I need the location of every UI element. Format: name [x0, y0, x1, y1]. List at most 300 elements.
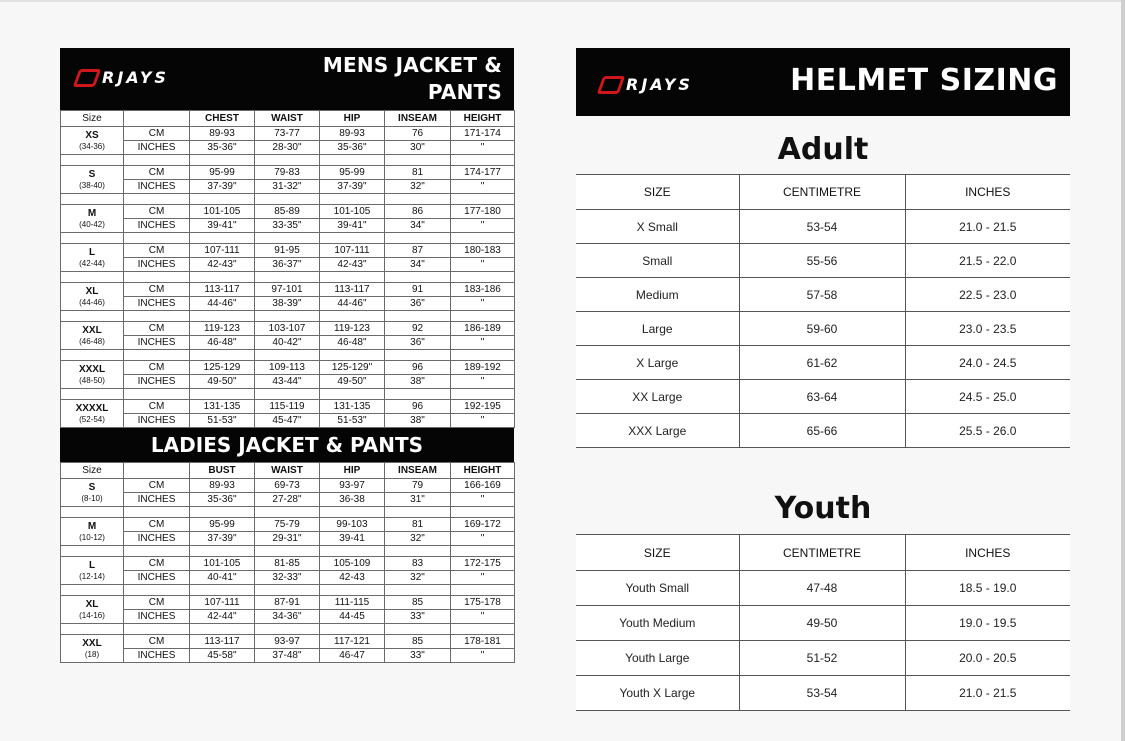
table-cell: 172-175 — [451, 557, 515, 571]
mens-title-line2: PANTS — [427, 80, 502, 104]
table-row — [61, 297, 515, 311]
spacer-cell — [255, 194, 320, 205]
table-cell: 43-44" — [255, 375, 320, 389]
unit-label: CM — [124, 479, 190, 493]
table-cell: 166-169 — [451, 479, 515, 493]
table-cell: 38-39" — [255, 297, 320, 311]
size-name: S — [88, 482, 96, 493]
spacer-row — [61, 350, 515, 361]
table-row — [61, 244, 515, 258]
adult-helmet-table — [576, 174, 1070, 448]
spacer-cell — [385, 350, 451, 361]
table-cell: " — [451, 219, 515, 233]
table-cell: 192-195 — [451, 400, 515, 414]
size-range: (42-44) — [79, 259, 105, 268]
table-cell: 37-39" — [320, 180, 385, 194]
table-cell: 33-35" — [255, 219, 320, 233]
table-cell: 36" — [385, 297, 451, 311]
column-header: INSEAM — [385, 111, 451, 127]
size-label — [61, 361, 124, 389]
table-cell: 40-41" — [190, 571, 255, 585]
table-cell: 22.5 - 23.0 — [905, 278, 1070, 312]
table-cell: 73-77 — [255, 127, 320, 141]
table-cell: 169-172 — [451, 518, 515, 532]
spacer-cell — [451, 311, 515, 322]
table-row — [576, 571, 1070, 606]
spacer-cell — [190, 507, 255, 518]
spacer-cell — [255, 155, 320, 166]
table-row — [61, 180, 515, 194]
table-cell: 51-53" — [190, 414, 255, 428]
table-cell: Small — [576, 244, 739, 278]
spacer-cell — [451, 194, 515, 205]
unit-label: CM — [124, 127, 190, 141]
table-row — [61, 571, 515, 585]
spacer-cell — [190, 311, 255, 322]
table-cell: 36-38 — [320, 493, 385, 507]
size-label — [61, 400, 124, 428]
spacer-cell — [320, 546, 385, 557]
spacer-cell — [451, 233, 515, 244]
youth-helmet-table — [576, 534, 1070, 711]
mens-header — [60, 48, 514, 110]
size-name: L — [88, 247, 96, 258]
unit-label: INCHES — [124, 414, 190, 428]
spacer-cell — [451, 624, 515, 635]
size-label — [61, 479, 124, 507]
table-cell: 101-105 — [320, 205, 385, 219]
spacer-cell — [385, 585, 451, 596]
column-header: SIZE — [576, 535, 739, 571]
table-header-row — [61, 111, 515, 127]
table-cell: 86 — [385, 205, 451, 219]
table-cell: 79 — [385, 479, 451, 493]
spacer-cell — [320, 389, 385, 400]
size-label — [61, 518, 124, 546]
mens-size-table — [60, 110, 515, 428]
table-cell: 37-48" — [255, 649, 320, 663]
table-cell: 57-58 — [739, 278, 905, 312]
spacer-cell — [124, 194, 190, 205]
table-row — [61, 375, 515, 389]
table-cell: 34" — [385, 219, 451, 233]
table-cell: 37-39" — [190, 180, 255, 194]
unit-label: CM — [124, 244, 190, 258]
unit-label: INCHES — [124, 493, 190, 507]
table-cell: 38" — [385, 414, 451, 428]
table-cell: XX Large — [576, 380, 739, 414]
spacer-row — [61, 507, 515, 518]
unit-label: INCHES — [124, 141, 190, 155]
table-cell: 95-99 — [190, 166, 255, 180]
spacer-cell — [451, 507, 515, 518]
column-header: HEIGHT — [451, 111, 515, 127]
table-cell: 81 — [385, 166, 451, 180]
table-cell: 61-62 — [739, 346, 905, 380]
table-cell: 32" — [385, 180, 451, 194]
table-cell: 49-50 — [739, 606, 905, 641]
spacer-cell — [451, 389, 515, 400]
spacer-cell — [190, 624, 255, 635]
page-right-border — [1121, 0, 1125, 741]
table-row — [61, 258, 515, 272]
mens-title — [323, 52, 502, 106]
table-cell: 93-97 — [255, 635, 320, 649]
spacer-cell — [451, 272, 515, 283]
mens-title-line1: MENS JACKET & — [322, 53, 502, 77]
logo-mark-icon — [597, 76, 626, 94]
table-row — [61, 414, 515, 428]
page-top-border — [0, 0, 1125, 2]
table-cell: 44-45 — [320, 610, 385, 624]
table-cell: 96 — [385, 400, 451, 414]
table-header-row — [576, 535, 1070, 571]
ladies-size-table — [60, 462, 515, 663]
table-cell: 49-50" — [190, 375, 255, 389]
table-row — [61, 336, 515, 350]
spacer-cell — [255, 233, 320, 244]
table-row — [61, 479, 515, 493]
table-cell: 39-41" — [320, 219, 385, 233]
rjays-logo — [76, 68, 169, 87]
size-label — [61, 283, 124, 311]
table-row — [61, 205, 515, 219]
size-label — [61, 596, 124, 624]
table-cell: 20.0 - 20.5 — [905, 641, 1070, 676]
table-cell: 30" — [385, 141, 451, 155]
size-name: XL — [85, 599, 99, 610]
table-row — [576, 244, 1070, 278]
table-cell: " — [451, 414, 515, 428]
table-row — [61, 649, 515, 663]
table-cell: 51-53" — [320, 414, 385, 428]
size-label — [61, 635, 124, 663]
table-cell: 45-47" — [255, 414, 320, 428]
spacer-cell — [255, 507, 320, 518]
table-cell: 186-189 — [451, 322, 515, 336]
spacer-cell — [190, 272, 255, 283]
unit-label: INCHES — [124, 219, 190, 233]
table-cell: 183-186 — [451, 283, 515, 297]
table-cell: X Large — [576, 346, 739, 380]
table-cell: 29-31" — [255, 532, 320, 546]
size-range: (12-14) — [79, 572, 105, 581]
unit-label: CM — [124, 166, 190, 180]
spacer-row — [61, 311, 515, 322]
table-row — [61, 518, 515, 532]
table-row — [576, 414, 1070, 448]
table-cell: 46-47 — [320, 649, 385, 663]
table-cell: 109-113 — [255, 361, 320, 375]
spacer-cell — [320, 155, 385, 166]
table-cell: 79-83 — [255, 166, 320, 180]
spacer-cell — [385, 311, 451, 322]
table-cell: 107-111 — [190, 244, 255, 258]
table-cell: 113-117 — [190, 635, 255, 649]
size-label — [61, 322, 124, 350]
spacer-cell — [61, 272, 124, 283]
spacer-cell — [190, 233, 255, 244]
helmet-title: HELMET SIZING — [790, 63, 1058, 98]
table-row — [61, 361, 515, 375]
table-cell: 107-111 — [320, 244, 385, 258]
spacer-cell — [385, 155, 451, 166]
unit-label: CM — [124, 361, 190, 375]
spacer-cell — [320, 272, 385, 283]
table-cell: 63-64 — [739, 380, 905, 414]
size-name: M — [87, 521, 97, 532]
size-range: (14-16) — [79, 611, 105, 620]
unit-label: CM — [124, 205, 190, 219]
table-cell: 115-119 — [255, 400, 320, 414]
table-cell: 55-56 — [739, 244, 905, 278]
logo-mark-icon — [73, 69, 102, 87]
table-cell: 35-36" — [320, 141, 385, 155]
spacer-cell — [61, 155, 124, 166]
column-header — [124, 463, 190, 479]
spacer-row — [61, 233, 515, 244]
table-cell: 33" — [385, 610, 451, 624]
unit-label: CM — [124, 596, 190, 610]
size-range: (8-10) — [81, 494, 103, 503]
table-cell: 87 — [385, 244, 451, 258]
table-cell: 34-36" — [255, 610, 320, 624]
spacer-row — [61, 546, 515, 557]
spacer-cell — [124, 350, 190, 361]
spacer-cell — [451, 155, 515, 166]
spacer-row — [61, 155, 515, 166]
table-cell: 35-36" — [190, 141, 255, 155]
table-cell: 44-46" — [190, 297, 255, 311]
table-cell: 39-41 — [320, 532, 385, 546]
table-cell: 42-43" — [190, 258, 255, 272]
table-row — [576, 606, 1070, 641]
table-cell: 32" — [385, 571, 451, 585]
table-cell: 89-93 — [320, 127, 385, 141]
size-range: (44-46) — [79, 298, 105, 307]
spacer-cell — [255, 311, 320, 322]
unit-label: INCHES — [124, 532, 190, 546]
size-range: (52-54) — [79, 415, 105, 424]
size-range: (40-42) — [79, 220, 105, 229]
table-cell: 81-85 — [255, 557, 320, 571]
spacer-cell — [61, 546, 124, 557]
helmet-header — [576, 48, 1070, 116]
table-header-row — [576, 175, 1070, 210]
table-cell: 18.5 - 19.0 — [905, 571, 1070, 606]
table-cell: 59-60 — [739, 312, 905, 346]
table-row — [576, 278, 1070, 312]
unit-label: CM — [124, 518, 190, 532]
spacer-cell — [255, 350, 320, 361]
table-cell: Large — [576, 312, 739, 346]
table-row — [61, 596, 515, 610]
table-cell: Medium — [576, 278, 739, 312]
table-cell: 32-33" — [255, 571, 320, 585]
spacer-cell — [385, 507, 451, 518]
table-cell: 31" — [385, 493, 451, 507]
table-cell: 125-129 — [190, 361, 255, 375]
table-row — [61, 400, 515, 414]
table-cell: 92 — [385, 322, 451, 336]
spacer-row — [61, 585, 515, 596]
table-cell: 125-129" — [320, 361, 385, 375]
unit-label: INCHES — [124, 336, 190, 350]
spacer-cell — [451, 350, 515, 361]
table-cell: " — [451, 493, 515, 507]
table-cell: 96 — [385, 361, 451, 375]
column-header: CENTIMETRE — [739, 175, 905, 210]
spacer-cell — [385, 389, 451, 400]
table-cell: 107-111 — [190, 596, 255, 610]
table-cell: 119-123 — [190, 322, 255, 336]
table-cell: 31-32" — [255, 180, 320, 194]
size-name: XXL — [82, 638, 102, 649]
table-cell: " — [451, 297, 515, 311]
spacer-cell — [61, 194, 124, 205]
unit-label: INCHES — [124, 610, 190, 624]
table-row — [61, 635, 515, 649]
spacer-cell — [255, 389, 320, 400]
spacer-cell — [190, 546, 255, 557]
table-cell: " — [451, 610, 515, 624]
table-cell: 69-73 — [255, 479, 320, 493]
table-cell: 44-46" — [320, 297, 385, 311]
table-cell: 53-54 — [739, 210, 905, 244]
unit-label: CM — [124, 400, 190, 414]
table-cell: 180-183 — [451, 244, 515, 258]
table-cell: 95-99 — [320, 166, 385, 180]
table-cell: 89-93 — [190, 479, 255, 493]
size-range: (48-50) — [79, 376, 105, 385]
table-cell: 51-52 — [739, 641, 905, 676]
column-header: HIP — [320, 463, 385, 479]
size-name: XS — [85, 130, 99, 141]
table-cell: Youth Medium — [576, 606, 739, 641]
table-cell: 53-54 — [739, 676, 905, 711]
unit-label: INCHES — [124, 258, 190, 272]
size-label — [61, 166, 124, 194]
table-cell: 21.0 - 21.5 — [905, 210, 1070, 244]
spacer-cell — [61, 389, 124, 400]
spacer-cell — [190, 585, 255, 596]
size-range: (18) — [84, 650, 100, 659]
table-row — [61, 141, 515, 155]
table-cell: Youth X Large — [576, 676, 739, 711]
spacer-cell — [385, 546, 451, 557]
table-cell: 99-103 — [320, 518, 385, 532]
table-row — [576, 380, 1070, 414]
table-cell: 85 — [385, 635, 451, 649]
table-cell: 49-50" — [320, 375, 385, 389]
table-cell: 38" — [385, 375, 451, 389]
table-cell: 42-44" — [190, 610, 255, 624]
column-header: CHEST — [190, 111, 255, 127]
spacer-cell — [61, 233, 124, 244]
table-cell: 27-28" — [255, 493, 320, 507]
table-cell: 111-115 — [320, 596, 385, 610]
table-cell: 42-43" — [320, 258, 385, 272]
table-cell: " — [451, 258, 515, 272]
table-cell: 19.0 - 19.5 — [905, 606, 1070, 641]
spacer-cell — [61, 311, 124, 322]
table-cell: 65-66 — [739, 414, 905, 448]
column-header: HIP — [320, 111, 385, 127]
unit-label: CM — [124, 635, 190, 649]
table-row — [61, 532, 515, 546]
spacer-cell — [190, 350, 255, 361]
table-row — [576, 676, 1070, 711]
spacer-cell — [124, 624, 190, 635]
spacer-cell — [124, 233, 190, 244]
spacer-cell — [190, 155, 255, 166]
column-header: HEIGHT — [451, 463, 515, 479]
spacer-cell — [61, 507, 124, 518]
table-cell: 83 — [385, 557, 451, 571]
spacer-cell — [124, 546, 190, 557]
table-row — [61, 166, 515, 180]
size-range: (10-12) — [79, 533, 105, 542]
spacer-cell — [385, 624, 451, 635]
size-label — [61, 127, 124, 155]
table-cell: 75-79 — [255, 518, 320, 532]
table-cell: 101-105 — [190, 557, 255, 571]
table-cell: 131-135 — [320, 400, 385, 414]
table-cell: 45-58" — [190, 649, 255, 663]
table-cell: " — [451, 141, 515, 155]
table-cell: Youth Large — [576, 641, 739, 676]
spacer-row — [61, 389, 515, 400]
table-cell: 24.0 - 24.5 — [905, 346, 1070, 380]
spacer-cell — [255, 624, 320, 635]
table-cell: 95-99 — [190, 518, 255, 532]
spacer-row — [61, 194, 515, 205]
size-name: L — [88, 560, 96, 571]
table-cell: 174-177 — [451, 166, 515, 180]
spacer-cell — [124, 389, 190, 400]
table-cell: 28-30" — [255, 141, 320, 155]
table-cell: " — [451, 336, 515, 350]
spacer-cell — [451, 546, 515, 557]
table-cell: 85-89 — [255, 205, 320, 219]
table-cell: 40-42" — [255, 336, 320, 350]
spacer-cell — [320, 350, 385, 361]
table-cell: Youth Small — [576, 571, 739, 606]
spacer-cell — [320, 585, 385, 596]
size-name: S — [88, 169, 96, 180]
table-cell: 34" — [385, 258, 451, 272]
table-cell: 105-109 — [320, 557, 385, 571]
spacer-cell — [320, 624, 385, 635]
table-cell: 35-36" — [190, 493, 255, 507]
rjays-logo — [600, 75, 693, 94]
spacer-cell — [385, 272, 451, 283]
spacer-cell — [255, 272, 320, 283]
unit-label: INCHES — [124, 649, 190, 663]
column-header: BUST — [190, 463, 255, 479]
unit-label: INCHES — [124, 375, 190, 389]
logo-wordmark: RJAYS — [626, 75, 693, 94]
spacer-cell — [451, 585, 515, 596]
column-header: WAIST — [255, 111, 320, 127]
table-row — [61, 283, 515, 297]
size-name: XXL — [82, 325, 102, 336]
unit-label: CM — [124, 322, 190, 336]
table-cell: 117-121 — [320, 635, 385, 649]
table-cell: 25.5 - 26.0 — [905, 414, 1070, 448]
adult-section-title: Adult — [777, 132, 869, 167]
spacer-cell — [124, 585, 190, 596]
